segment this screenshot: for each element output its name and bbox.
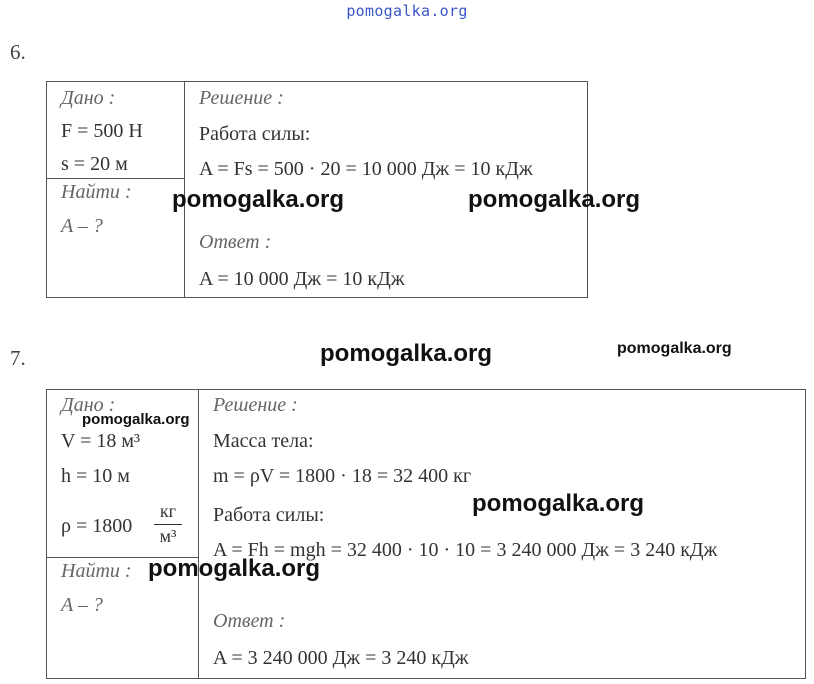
given-title: Дано : xyxy=(61,394,116,416)
solution-line: A = Fh = mgh = 32 400 · 10 · 10 = 3 240 000 Дж = 3 240 кДж xyxy=(213,539,718,561)
fraction-bar xyxy=(154,524,182,525)
watermark: pomogalka.org xyxy=(472,490,645,517)
find-value: A – ? xyxy=(61,594,103,616)
given-volume: V = 18 м³ xyxy=(61,430,141,452)
watermark: pomogalka.org xyxy=(617,340,732,357)
solution-line: A = Fs = 500 · 20 = 10 000 Дж = 10 кДж xyxy=(199,158,533,180)
find-title: Найти : xyxy=(61,181,132,203)
watermark: pomogalka.org xyxy=(82,411,190,428)
given-title: Дано : xyxy=(61,87,116,109)
problem-7-table xyxy=(46,389,806,679)
table-divider xyxy=(47,178,184,179)
given-distance: s = 20 м xyxy=(61,153,128,175)
header-watermark: pomogalka.org xyxy=(346,2,468,20)
density-unit xyxy=(154,501,182,547)
answer-value: A = 10 000 Дж = 10 кДж xyxy=(199,268,405,290)
solution-line: Масса тела: xyxy=(213,430,314,452)
watermark: pomogalka.org xyxy=(320,340,493,367)
table-divider xyxy=(198,390,199,678)
watermark: pomogalka.org xyxy=(172,186,345,213)
answer-title: Ответ : xyxy=(199,231,272,253)
solution-line: m = ρV = 1800 · 18 = 32 400 кг xyxy=(213,465,472,487)
solution-line: Работа силы: xyxy=(199,123,311,145)
solution-title: Решение : xyxy=(199,87,284,109)
solution-title: Решение : xyxy=(213,394,298,416)
density-unit-numerator: кг xyxy=(159,501,177,521)
given-height: h = 10 м xyxy=(61,465,130,487)
solution-line: Работа силы: xyxy=(213,504,325,526)
given-density: ρ = 1800 xyxy=(61,515,133,537)
watermark: pomogalka.org xyxy=(468,186,641,213)
answer-title: Ответ : xyxy=(213,610,286,632)
problem-6-number: 6. xyxy=(10,40,26,64)
watermark: pomogalka.org xyxy=(148,555,321,582)
given-force: F = 500 Н xyxy=(61,120,143,142)
problem-7-number: 7. xyxy=(10,346,26,370)
find-title: Найти : xyxy=(61,560,132,582)
density-unit-denominator: м³ xyxy=(159,526,177,546)
answer-value: A = 3 240 000 Дж = 3 240 кДж xyxy=(213,647,469,669)
find-value: A – ? xyxy=(61,215,103,237)
